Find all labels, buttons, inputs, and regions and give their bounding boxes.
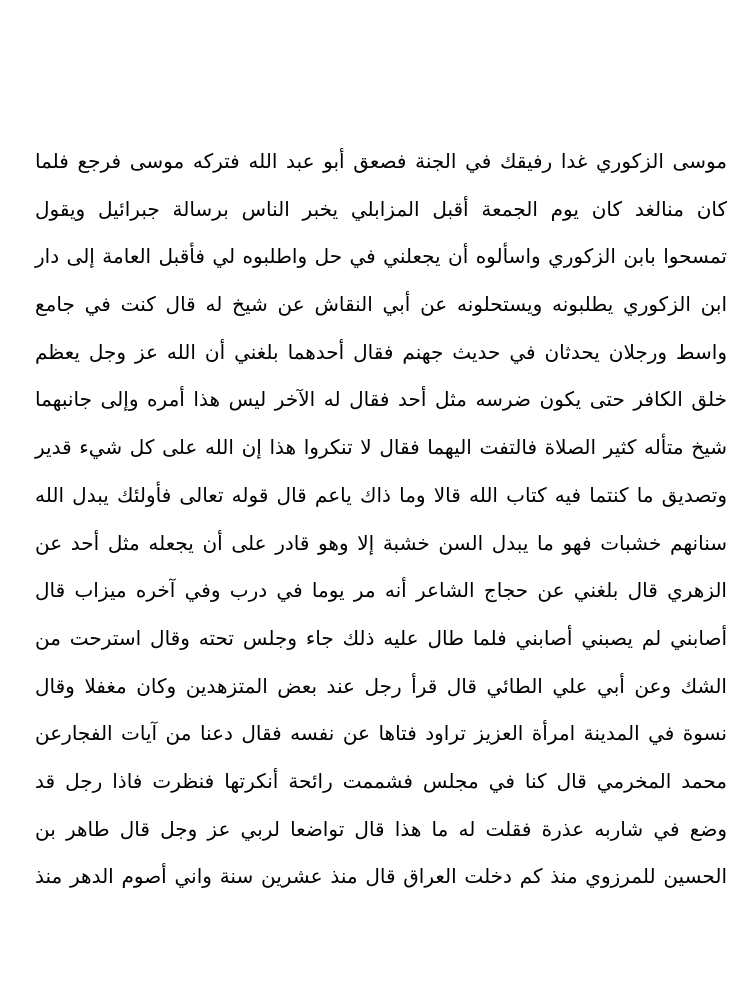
text-line-7: شيخ متأله كثير الصلاة فالتفت اليهما فقال لا تنكروا هذا إن الله على كل شيء قدير	[35, 435, 727, 460]
text-line-8: وتصديق ما كنتما فيه كتاب الله قالا وما ذاك ياعم قال قوله تعالى فأولئك يبدل الله	[35, 482, 727, 507]
text-line-1: موسى الزكوري غدا رفيقك في الجنة فصعق أبو عبد الله فتركه موسى فرجع فلما	[35, 149, 727, 173]
text-line-2: كان منالغد كان يوم الجمعة أقبل المزابلي يخبر الناس برسالة جبرائيل ويقول	[35, 196, 727, 221]
text-line-16: الحسين للمرزوي منذ كم دخلت العراق قال منذ عشرين سنة واني أصوم الدهر منذ	[35, 864, 727, 889]
text-line-9: سنانهم خشبات فهو ما يبدل السن خشبة إلا وهو قادر على أن يجعله مثل أحد عن	[35, 530, 727, 555]
text-line-10: الزهري قال بلغني عن حجاج الشاعر أنه مر يوما في درب وفي آخره ميزاب قال	[35, 578, 727, 603]
text-line-6: خلق الكافر حتى يكون ضرسه مثل أحد فقال له الآخر ليس هذا أمره وإلى جانبهما	[35, 387, 727, 412]
text-line-5: واسط ورجلان يحدثان في حديث جهنم فقال أحدهما بلغني أن الله عز وجل يعظم	[35, 339, 727, 364]
text-line-15: وضع في شاربه عذرة فقلت له ما هذا قال تواضعا لربي عز وجل قال طاهر بن	[35, 816, 727, 841]
text-block	[35, 138, 727, 901]
text-line-14: محمد المخرمي قال كنا في مجلس فشممت رائحة أنكرتها فنظرت فاذا رجل قد	[35, 768, 727, 793]
text-line-4: ابن الزكوري يطلبونه ويستحلونه عن أبي النقاش عن شيخ له قال كنت في جامع	[35, 292, 727, 317]
text-line-13: نسوة في المدينة امرأة العزيز تراود فتاها عن نفسه فقال دعنا من آيات الفجارعن	[35, 721, 727, 746]
text-line-11: أصابني لم يصبني أصابني فلما طال عليه ذلك جاء وجلس تحته وقال استرحت من	[35, 625, 727, 650]
text-line-3: تمسحوا بابن الزكوري واسألوه أن يجعلني في حل واطلبوه لي فأقبل العامة إلى دار	[35, 244, 727, 269]
text-line-12: الشك وعن أبي علي الطائي قال قرأ رجل عند بعض المتزهدين وكان مغفلا وقال	[35, 673, 727, 698]
